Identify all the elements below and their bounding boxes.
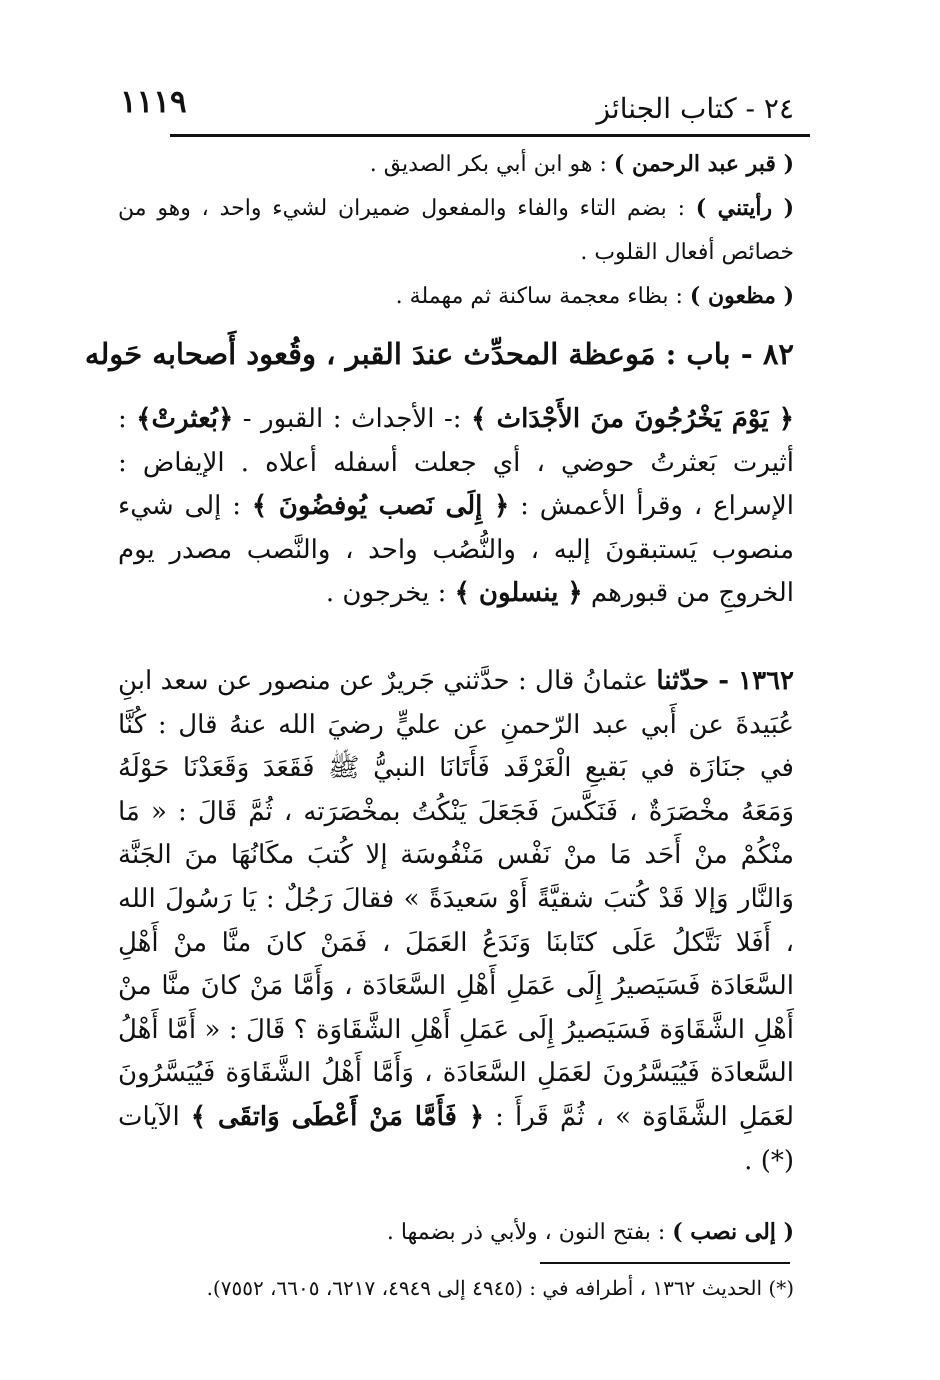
commentary-text: : يخرجون . xyxy=(325,578,455,609)
hadith-tail: الآيات xyxy=(118,1101,191,1132)
header-divider xyxy=(170,134,810,137)
gloss-text: : بظاء معجمة ساكنة ثم مهملة . xyxy=(395,284,690,309)
gloss-text: : بفتح النون ، ولأبي ذر بضمها . xyxy=(386,1220,673,1245)
hadith-end: . xyxy=(744,1145,761,1176)
quran-quote: ﴿ فَأَمَّا مَنْ أَعْطَى وَاتقَى ﴾ xyxy=(190,1101,485,1132)
hadith-number: ١٣٦٢ - حدّثنا xyxy=(656,666,794,696)
chapter-heading: ٨٢ - باب : مَوعظة المحدِّث عندَ القبر ، وقُعود أَصحابه حَوله xyxy=(84,337,794,371)
gloss-text: : هو ابن أبي بكر الصديق . xyxy=(369,152,614,177)
quran-quote: ﴿ يَوْمَ يَخْرُجُونَ منَ الأَجْدَاث ﴾ xyxy=(471,404,795,434)
footnote: (*) الحديث ١٣٦٢ ، أطرافه في : (٤٩٤٥ إلى ٤٩٤٩، ٦٢١٧، ٦٦٠٥، ٧٥٥٢). xyxy=(206,1276,794,1300)
quran-quote: ﴿بُعثرتْ﴾ xyxy=(136,404,234,434)
gloss-term: ( إلى نصب ) xyxy=(672,1219,794,1245)
gloss-qabr-abd-al-rahman xyxy=(118,142,794,187)
commentary-text: :- الأجداث : القبور - xyxy=(233,404,472,434)
gloss-text: : بضم التاء والفاء والمفعول ضميران لشيء واحد ، وهو من خصائص أفعال القلوب . xyxy=(118,196,794,265)
gloss-ila-nasb xyxy=(118,1210,794,1255)
quran-quote: ﴿ ينسلون ﴾ xyxy=(454,578,583,609)
running-header-chapter: ٢٤ - كتاب الجنائز xyxy=(596,92,794,125)
gloss-term: ( مظعون ) xyxy=(689,283,794,309)
hadith-text: عثمانُ قال : حدَّثني جَريرٌ عن منصور عن سعد ابنِ عُبَيدةَ عن أَبي عبد الرّحمنِ عن عليٍّ رضيَ الله عنهُ قال : كُنَّا في جنَازَة في بَقيعِ الْغَرْقَد فَأَتَانَا النبيُّ ﷺ فَقَعَدَ وَقَعَدْنَا حَوْلَهُ وَمَعَهُ مخْصَرَةٌ ، فَنَكَّسَ فَجَعَلَ يَنْكُتُ بمخْصَرَته ، ثُمَّ قَالَ : « مَا منْكُمْ منْ أَحَد مَا منْ نَفْس مَنْفُوسَة إلا كُتبَ مكَانُهَا منَ الجَنَّة وَالنَّار وَإلا قَدْ كُتبَ شقيَّةً أَوْ سَعيدَةً » فقالَ رَجُلٌ : يَا رَسُولَ الله ، أَفَلا نَتَّكلُ عَلَى كتَابنَا وَنَدَعُ العَمَلَ ، فَمَنْ كانَ منَّا منْ أَهْلِ السَّعَادَة فَسَيَصيرُ إِلَى عَمَلِ أَهْلِ السَّعَادَة ، وَأَمَّا مَنْ كانَ منَّا منْ أَهْلِ الشَّقَاوَة فَسَيَصيرُ إِلَى عَمَلِ أَهْلِ الشَّقَاوَة ؟ قَالَ : « أَمَّا أَهْلُ السَّعادَة فَيُيَسَّرُونَ لعَمَلِ السَّعَادَة ، وَأَمَّا أَهْلُ الشَّقَاوَة فَيُيَسَّرُونَ لعَمَلِ الشَّقَاوَة » ، ثُمَّ قَرأَ : xyxy=(118,666,794,1132)
page-number: ١١١٩ xyxy=(120,84,187,120)
gloss-raaytani xyxy=(118,186,794,275)
commentary-text: : أثيرت بَعثرتُ حوضي ، أي جعلت أسفله أعلاه . الإيفاض : الإسراع ، وقرأ الأعمش : xyxy=(118,404,795,522)
footnote-divider xyxy=(540,1262,790,1264)
gloss-term: ( قبر عبد الرحمن ) xyxy=(613,151,794,177)
commentary-text: : إلى شيء منصوب يَستبقونَ إليه ، والنُّصُب واحد ، والنَّصب مصدر يوم الخروجِ من قبورهم xyxy=(118,491,795,609)
gloss-term: ( رأيتني ) xyxy=(695,195,794,221)
hadith-1362 xyxy=(118,660,794,1183)
footnote-marker: (*) xyxy=(760,1145,794,1176)
quran-quote: ﴿ إِلَى نَصب يُوفضُونَ ﴾ xyxy=(251,491,510,522)
commentary-paragraph xyxy=(118,398,794,616)
gloss-mazun xyxy=(118,274,794,319)
